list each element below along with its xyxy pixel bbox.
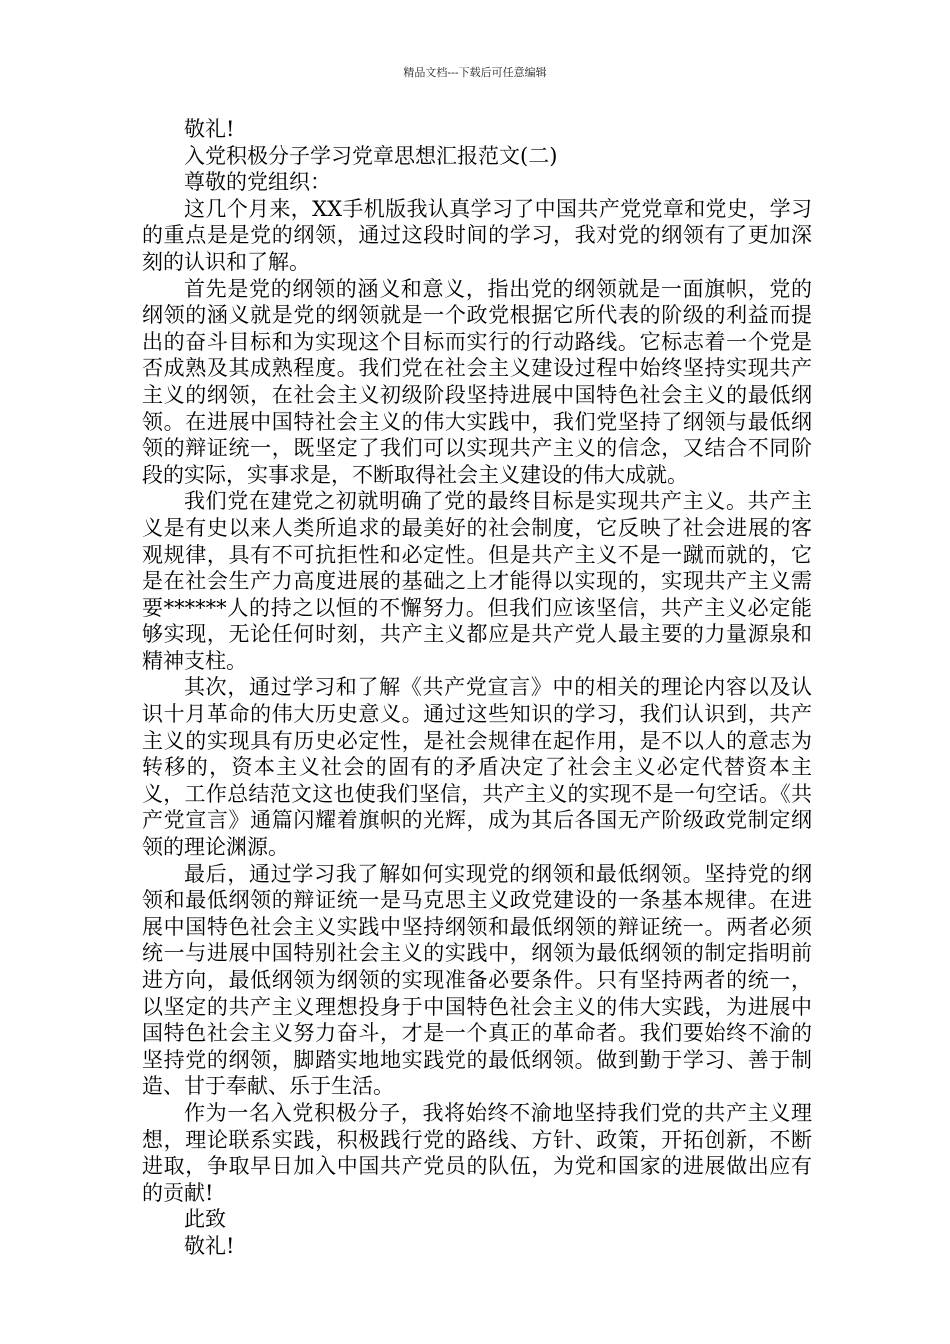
- page-header: 精品文档---下载后可任意编辑: [403, 66, 547, 79]
- paragraph-commitment: 作为一名入党积极分子，我将始终不渝地坚持我们党的共产主义理想，理论联系实践，积极践行党的路线、方针、政策，开拓创新，不断进取，争取早日加入中国共产党员的队伍，为党和国家的进展做出应有的贡献!: [142, 1100, 812, 1205]
- paragraph-program-meaning: 首先是党的纲领的涵义和意义，指出党的纲领就是一面旗帜，党的纲领的涵义就是党的纲领就是一个政党根据它所代表的阶级的利益而提出的奋斗目标和为实现这个目标而实行的行动路线。它标志着一个党是否成熟及其成熟程度。我们党在社会主义建设过程中始终坚持实现共产主义的纲领，在社会主义初级阶段坚持进展中国特色社会主义的最低纲领。在进展中国特社会主义的伟大实践中，我们党坚持了纲领与最低纲领的辩证统一，既坚定了我们可以实现共产主义的信念，又结合不同阶段的实际，实事求是，不断取得社会主义建设的伟大成就。: [142, 276, 812, 487]
- document-body: [142, 116, 812, 1260]
- paragraph-intro: 这几个月来，XX手机版我认真学习了中国共产党党章和党史，学习的重点是是党的纲领，通过这段时间的学习，我对党的纲领有了更加深刻的认识和了解。: [142, 196, 812, 274]
- salutation: 尊敬的党组织：: [184, 170, 331, 195]
- paragraph-realization: 最后，通过学习我了解如何实现党的纲领和最低纲领。坚持党的纲领和最低纲领的辩证统一是马克思主义政党建设的一条基本规律。在进展中国特色社会主义实践中坚持纲领和最低纲领的辩证统一。两者必须统一与进展中国特别社会主义的实践中，纲领为最低纲领的制定指明前进方向，最低纲领为纲领的实现准备必要条件。只有坚持两者的统一，以坚定的共产主义理想投身于中国特色社会主义的伟大实践，为进展中国特色社会主义努力奋斗，才是一个真正的革命者。我们要始终不渝的坚持党的纲领，脚踏实地地实践党的最低纲领。做到勤于学习、善于制造、甘于奉献、乐于生活。: [142, 861, 812, 1099]
- closing-phrase: 此致: [184, 1207, 226, 1232]
- document-title: 入党积极分子学习党章思想汇报范文(二): [184, 143, 558, 168]
- paragraph-manifesto: 其次，通过学习和了解《共产党宣言》中的相关的理论内容以及认识十月革命的伟大历史意义。通过这些知识的学习，我们认识到，共产主义的实现具有历史必定性，是社会规律在起作用，是不以人的意志为转移的，资本主义社会的固有的矛盾决定了社会主义必定代替资本主义，工作总结范文这也使我们坚信，共产主义的实现不是一句空话。《共产党宣言》通篇闪耀着旗帜的光辉，成为其后各国无产阶级政党制定纲领的理论渊源。: [142, 675, 812, 860]
- paragraph-ultimate-goal: 我们党在建党之初就明确了党的最终目标是实现共产主义。共产主义是有史以来人类所追求的最美好的社会制度，它反映了社会进展的客观规律，具有不可抗拒性和必定性。但是共产主义不是一蹴而就的，它是在社会生产力高度进展的基础之上才能得以实现的，实现共产主义需要******人的持之以恒的不懈努力。但我们应该坚信，共产主义必定能够实现，无论任何时刻，共产主义都应是共产党人最主要的力量源泉和精神支柱。: [142, 489, 812, 673]
- closing-salute: 敬礼!: [184, 1233, 235, 1258]
- paragraph-closing-salute-top: 敬礼!: [184, 117, 235, 141]
